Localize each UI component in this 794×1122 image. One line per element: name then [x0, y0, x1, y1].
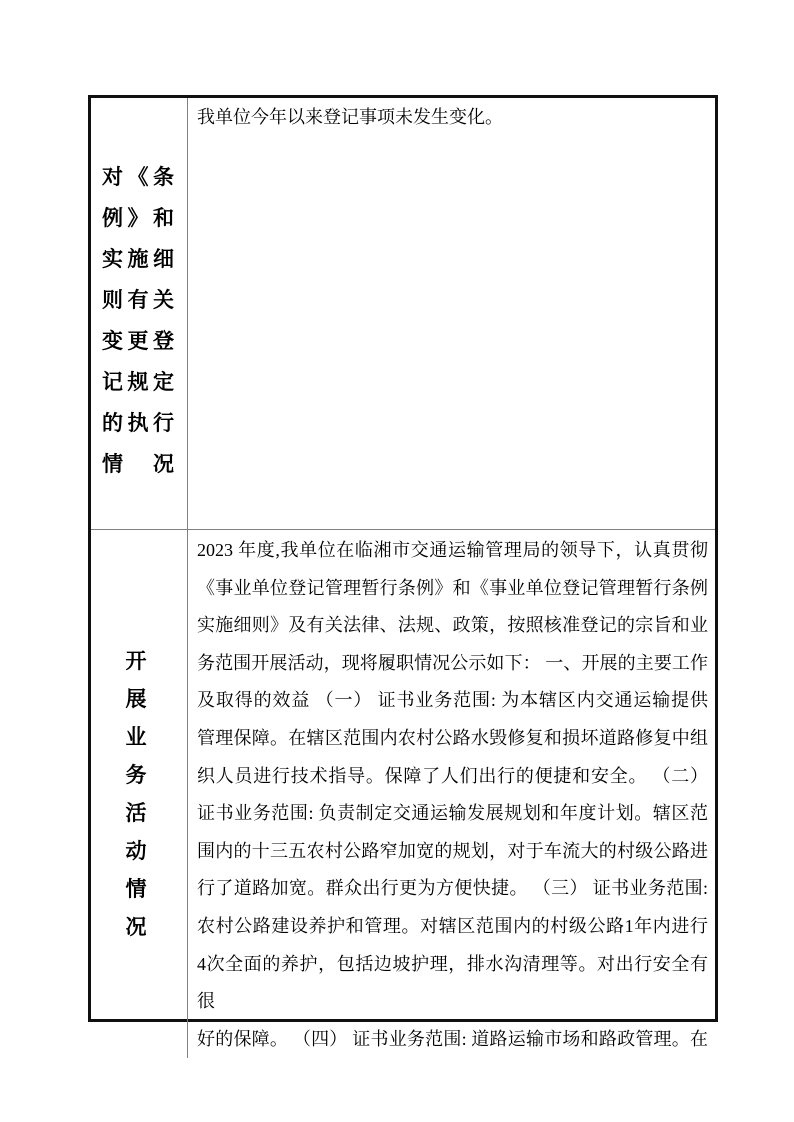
regulation-compliance-text — [197, 102, 707, 133]
row-label-regulation-compliance — [91, 98, 188, 530]
text-line: 《事业单位登记管理暂行条例》和《事业单位登记管理暂行条例 — [197, 577, 708, 598]
text-line: 行了道路加宽。群众出行更为方便快捷。 （三） 证书业务范围: — [197, 878, 708, 899]
label-lines-regulation-compliance — [102, 157, 174, 485]
text-line: 我单位今年以来登记事项未发生变化。 — [197, 107, 503, 127]
label-line: 例》和 — [102, 205, 174, 230]
text-line: 好的保障。 （四） 证书业务范围: 道路运输市场和路政管理。在 — [197, 1028, 708, 1049]
label-line: 务 — [125, 763, 147, 788]
label-lines-business-activities — [95, 642, 177, 946]
annual-report-table — [88, 95, 718, 1049]
row-label-business-activities — [91, 530, 188, 1058]
label-line: 对《条 — [102, 164, 174, 189]
label-line: 展 — [125, 687, 147, 712]
label-line: 实施细 — [102, 246, 174, 271]
label-line: 况 — [125, 915, 147, 940]
cell-business-activities-content — [188, 530, 715, 1058]
text-line: 织人员进行技术指导。保障了人们出行的便捷和安全。 （二） — [197, 765, 708, 786]
label-line: 业 — [125, 725, 147, 750]
label-line: 的执行 — [102, 410, 174, 435]
label-line: 则有关 — [102, 287, 174, 312]
text-line: 证书业务范围: 负责制定交通运输发展规划和年度计划。辖区范 — [197, 803, 708, 824]
text-line: 及取得的效益 （一） 证书业务范围: 为本辖区内交通运输提供 — [197, 690, 708, 711]
label-line: 动 — [125, 839, 147, 864]
text-line: 农村公路建设养护和管理。对辖区范围内的村级公路1年内进行 — [197, 915, 708, 936]
text-line: 务范围开展活动，现将履职情况公示如下： 一、开展的主要工作 — [197, 652, 708, 673]
label-line: 变更登 — [102, 328, 174, 353]
label-line: 情况 — [102, 451, 174, 476]
label-line: 活 — [125, 801, 147, 826]
label-line: 开 — [125, 649, 147, 674]
cell-regulation-compliance-content — [188, 98, 715, 530]
label-line: 情 — [125, 877, 147, 902]
text-line: 2023 年度,我单位在临湘市交通运输管理局的领导下，认真贯彻 — [197, 540, 708, 560]
text-line: 管理保障。在辖区范围内农村公路水毁修复和损坏道路修复中组 — [197, 727, 708, 748]
text-line: 实施细则》及有关法律、法规、政策，按照核准登记的宗旨和业 — [197, 615, 708, 636]
text-line: 围内的十三五农村公路窄加宽的规划，对于车流大的村级公路进 — [197, 840, 708, 861]
business-activities-text — [197, 532, 708, 1058]
text-line: 4次全面的养护，包括边坡护理，排水沟清理等。对出行安全有很 — [197, 953, 708, 1012]
label-line: 记规定 — [102, 369, 174, 394]
